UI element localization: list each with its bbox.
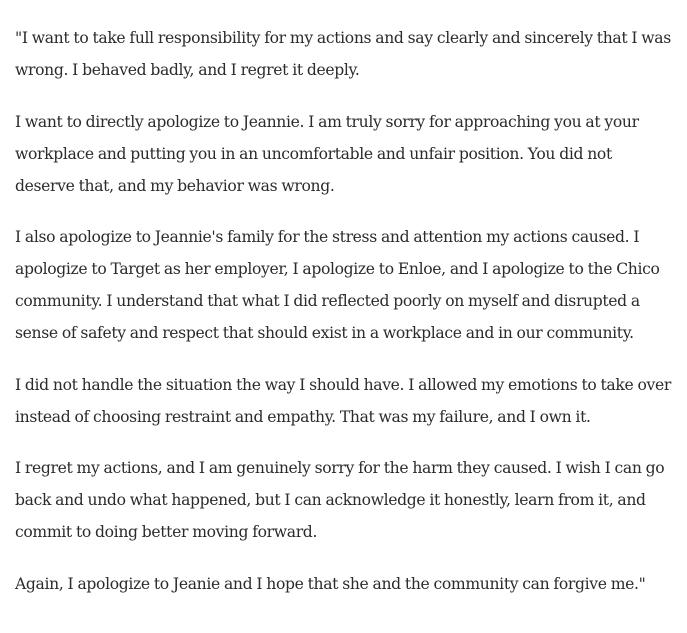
statement-paragraph-2: I want to directly apologize to Jeannie. I am truly sorry for approaching you at your workplace and putting you in an uncomfortable and unfair position. You did not deserve that, and my behavior was wrong. [15,112,639,195]
statement-paragraph-5: I regret my actions, and I am genuinely sorry for the harm they caused. I wish I can go back and undo what happened, but I can acknowledge it honestly, learn from it, and commit to doing better moving forward. [15,459,665,541]
statement-paragraph-4: I did not handle the situation the way I should have. I allowed my emotions to take over instead of choosing restraint and empathy. That was my failure, and I own it. [15,375,671,426]
statement-paragraph-1: "I want to take full responsibility for my actions and say clearly and sincerely that I was wrong. I behaved badly, and I regret it deeply. [15,29,671,79]
statement-paragraph-3: I also apologize to Jeannie's family for the stress and attention my actions caused. I apologize to Target as her employer, I apologize to Enloe, and I apologize to the Chico community. I understand that what I did reflected poorly on myself and disrupted a sense of safety and respect that should exist in a workplace and in our community. [15,228,660,342]
statement-paragraph-6: Again, I apologize to Jeanie and I hope that she and the community can forgive me." [15,574,646,593]
